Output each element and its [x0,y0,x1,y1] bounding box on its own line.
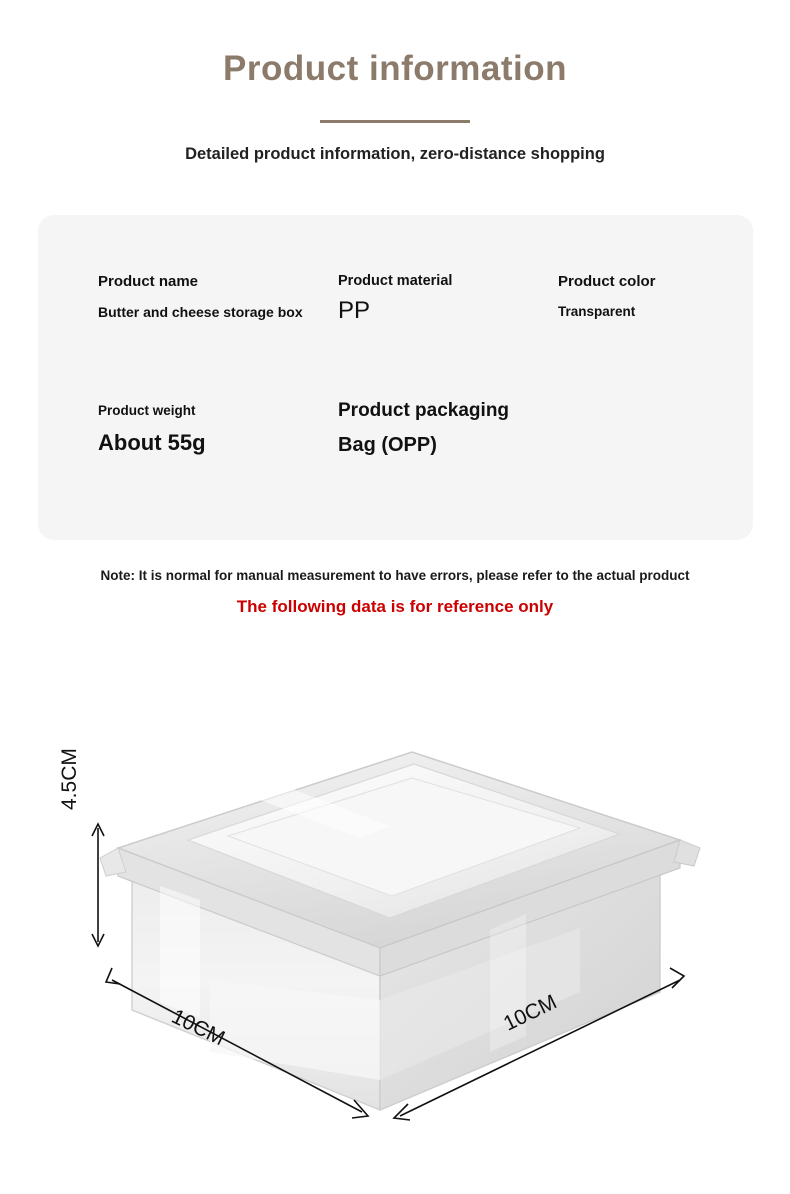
product-packaging-cell [338,400,509,457]
height-dimension-arrow [92,824,104,946]
product-weight-label: Product weight [98,403,196,418]
product-weight-cell [98,403,206,456]
product-name-value: Butter and cheese storage box [98,304,303,320]
product-material-label: Product material [338,273,453,289]
height-dimension-label: 4.5CM [58,748,81,810]
product-color-label: Product color [558,273,656,290]
measurement-note: Note: It is normal for manual measurement to have errors, please refer to the actual product [100,568,690,583]
title-divider [320,120,470,123]
product-packaging-label: Product packaging [338,400,510,421]
page-title: Product information [223,49,567,88]
product-material-value: PP [338,297,371,324]
page-subtitle: Detailed product information, zero-distance shopping [185,145,605,163]
right-width-dimension-label: 10CM [500,990,561,1036]
product-color-value: Transparent [558,304,636,319]
product-name-cell [98,273,303,320]
product-color-cell [558,273,656,319]
product-packaging-value: Bag (OPP) [338,434,437,456]
reference-note: The following data is for reference only [236,597,554,616]
product-name-label: Product name [98,273,199,290]
left-width-dimension-label: 10CM [167,1005,229,1051]
product-photo-area [0,660,790,1194]
product-info-card [38,215,753,540]
product-weight-value: About 55g [98,430,206,455]
storage-box-illustration [60,680,740,1150]
product-material-cell [338,273,452,325]
